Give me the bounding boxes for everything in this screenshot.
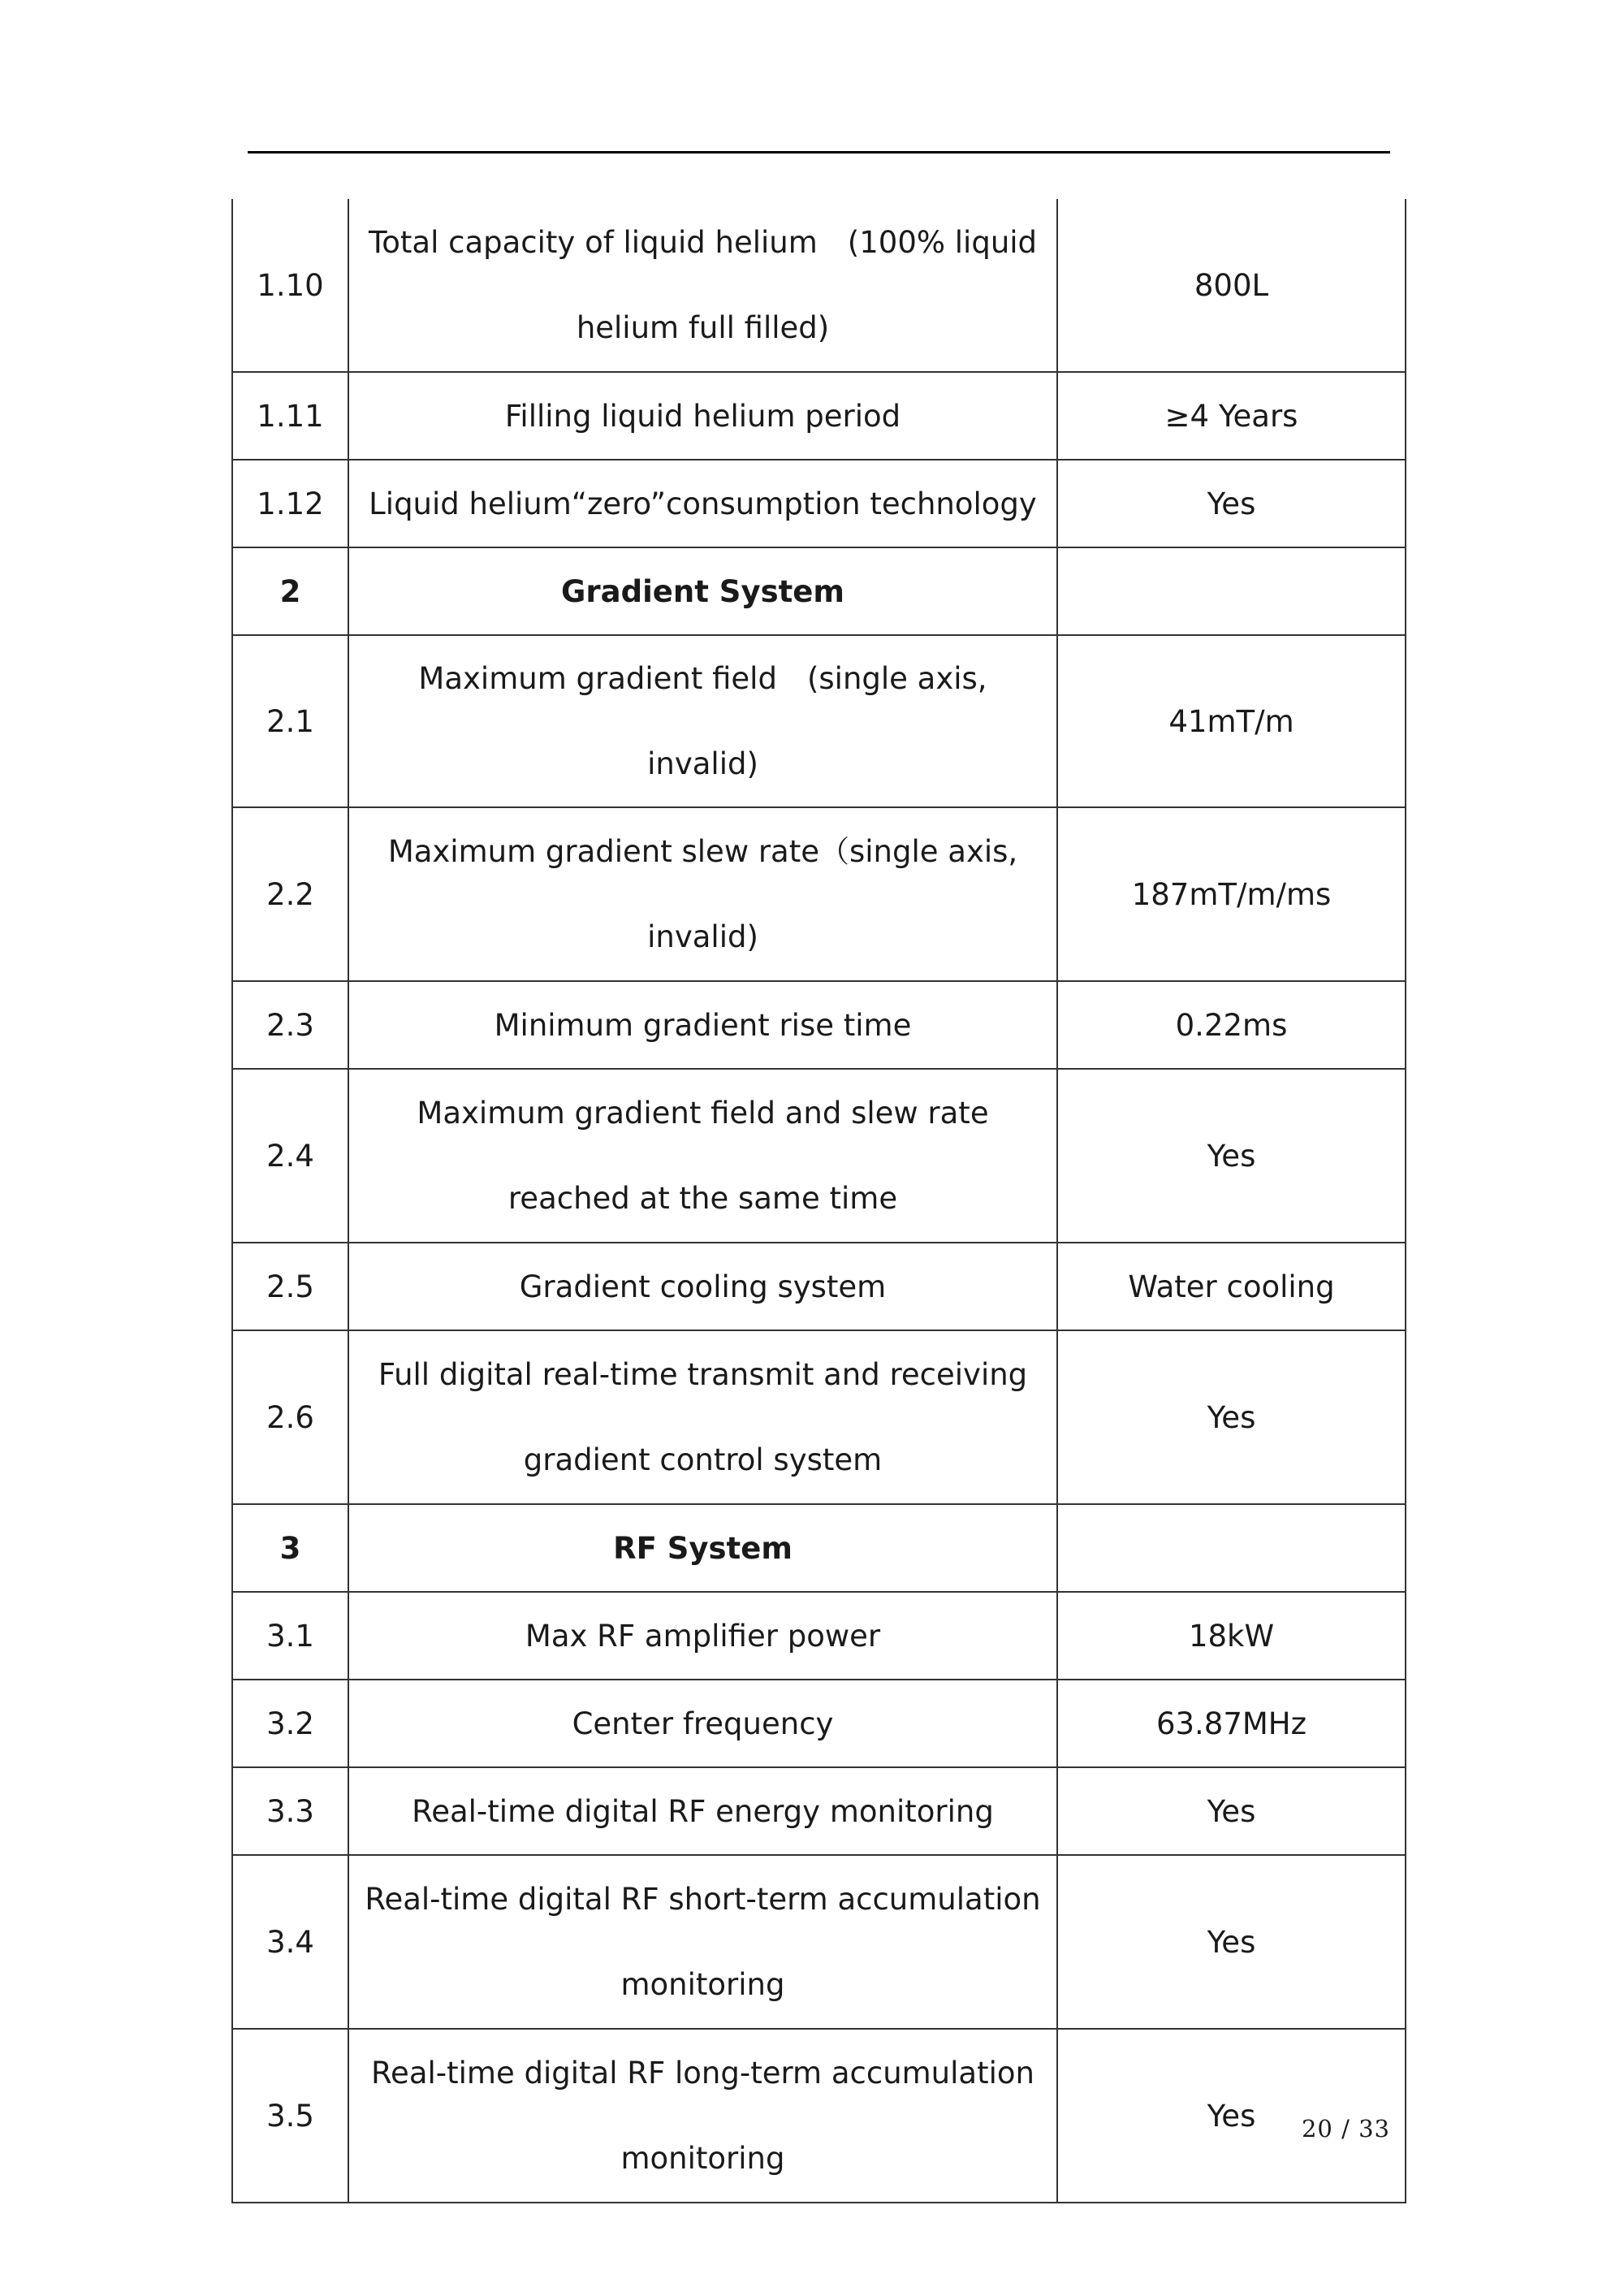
row-value: Yes [1057,1767,1406,1855]
row-item: Liquid helium“zero”consumption technology [348,460,1057,547]
row-item: Center frequency [348,1680,1057,1767]
specification-table [231,199,1406,2203]
row-number: 3.2 [232,1680,348,1767]
row-value: 18kW [1057,1592,1406,1680]
row-value: Yes [1057,1069,1406,1243]
row-number: 2.2 [232,807,348,981]
row-item: Maximum gradient field (single axis, invalid) [348,635,1057,807]
row-value [1057,547,1406,635]
row-value: Yes [1057,1855,1406,2029]
row-item: Full digital real-time transmit and receiving gradient control system [348,1330,1057,1504]
row-value: Yes [1057,460,1406,547]
row-value: Water cooling [1057,1243,1406,1330]
table-row [232,1330,1406,1504]
section-title: RF System [348,1504,1057,1592]
table-row [232,981,1406,1069]
row-number: 3.5 [232,2029,348,2203]
row-number: 3.3 [232,1767,348,1855]
header-rule [248,151,1390,153]
row-value: Yes [1057,1330,1406,1504]
row-item: Real-time digital RF short-term accumulation monitoring [348,1855,1057,2029]
row-item: Real-time digital RF energy monitoring [348,1767,1057,1855]
table-row [232,635,1406,807]
row-value: 41mT/m [1057,635,1406,807]
section-header-row [232,547,1406,635]
row-value: 0.22ms [1057,981,1406,1069]
row-number: 3.4 [232,1855,348,2029]
row-number: 3.1 [232,1592,348,1680]
row-item: Real-time digital RF long-term accumulation monitoring [348,2029,1057,2203]
section-number: 2 [232,547,348,635]
row-value [1057,1504,1406,1592]
section-header-row [232,1504,1406,1592]
table-row [232,1069,1406,1243]
table-row [232,1243,1406,1330]
row-number: 1.11 [232,372,348,460]
row-item: Gradient cooling system [348,1243,1057,1330]
table-row [232,1767,1406,1855]
row-value: Yes [1057,2029,1406,2203]
row-number: 2.4 [232,1069,348,1243]
row-item: Minimum gradient rise time [348,981,1057,1069]
page-number: 20 / 33 [1301,2115,1390,2143]
table-row [232,1680,1406,1767]
row-number: 2.1 [232,635,348,807]
row-item: Maximum gradient field and slew rate reached at the same time [348,1069,1057,1243]
table-row [232,199,1406,372]
row-number: 2.3 [232,981,348,1069]
table-row [232,1592,1406,1680]
row-item: Max RF amplifier power [348,1592,1057,1680]
section-number: 3 [232,1504,348,1592]
row-number: 2.6 [232,1330,348,1504]
table-row [232,807,1406,981]
row-number: 2.5 [232,1243,348,1330]
row-value: 63.87MHz [1057,1680,1406,1767]
row-item: Total capacity of liquid helium (100% liquid helium full filled) [348,199,1057,372]
row-value: 187mT/m/ms [1057,807,1406,981]
row-number: 1.12 [232,460,348,547]
table-row [232,2029,1406,2203]
row-value: ≥4 Years [1057,372,1406,460]
table-row [232,372,1406,460]
table-row [232,1855,1406,2029]
table-row [232,460,1406,547]
row-value: 800L [1057,199,1406,372]
row-number: 1.10 [232,199,348,372]
row-item: Filling liquid helium period [348,372,1057,460]
section-title: Gradient System [348,547,1057,635]
row-item: Maximum gradient slew rate（single axis, invalid) [348,807,1057,981]
